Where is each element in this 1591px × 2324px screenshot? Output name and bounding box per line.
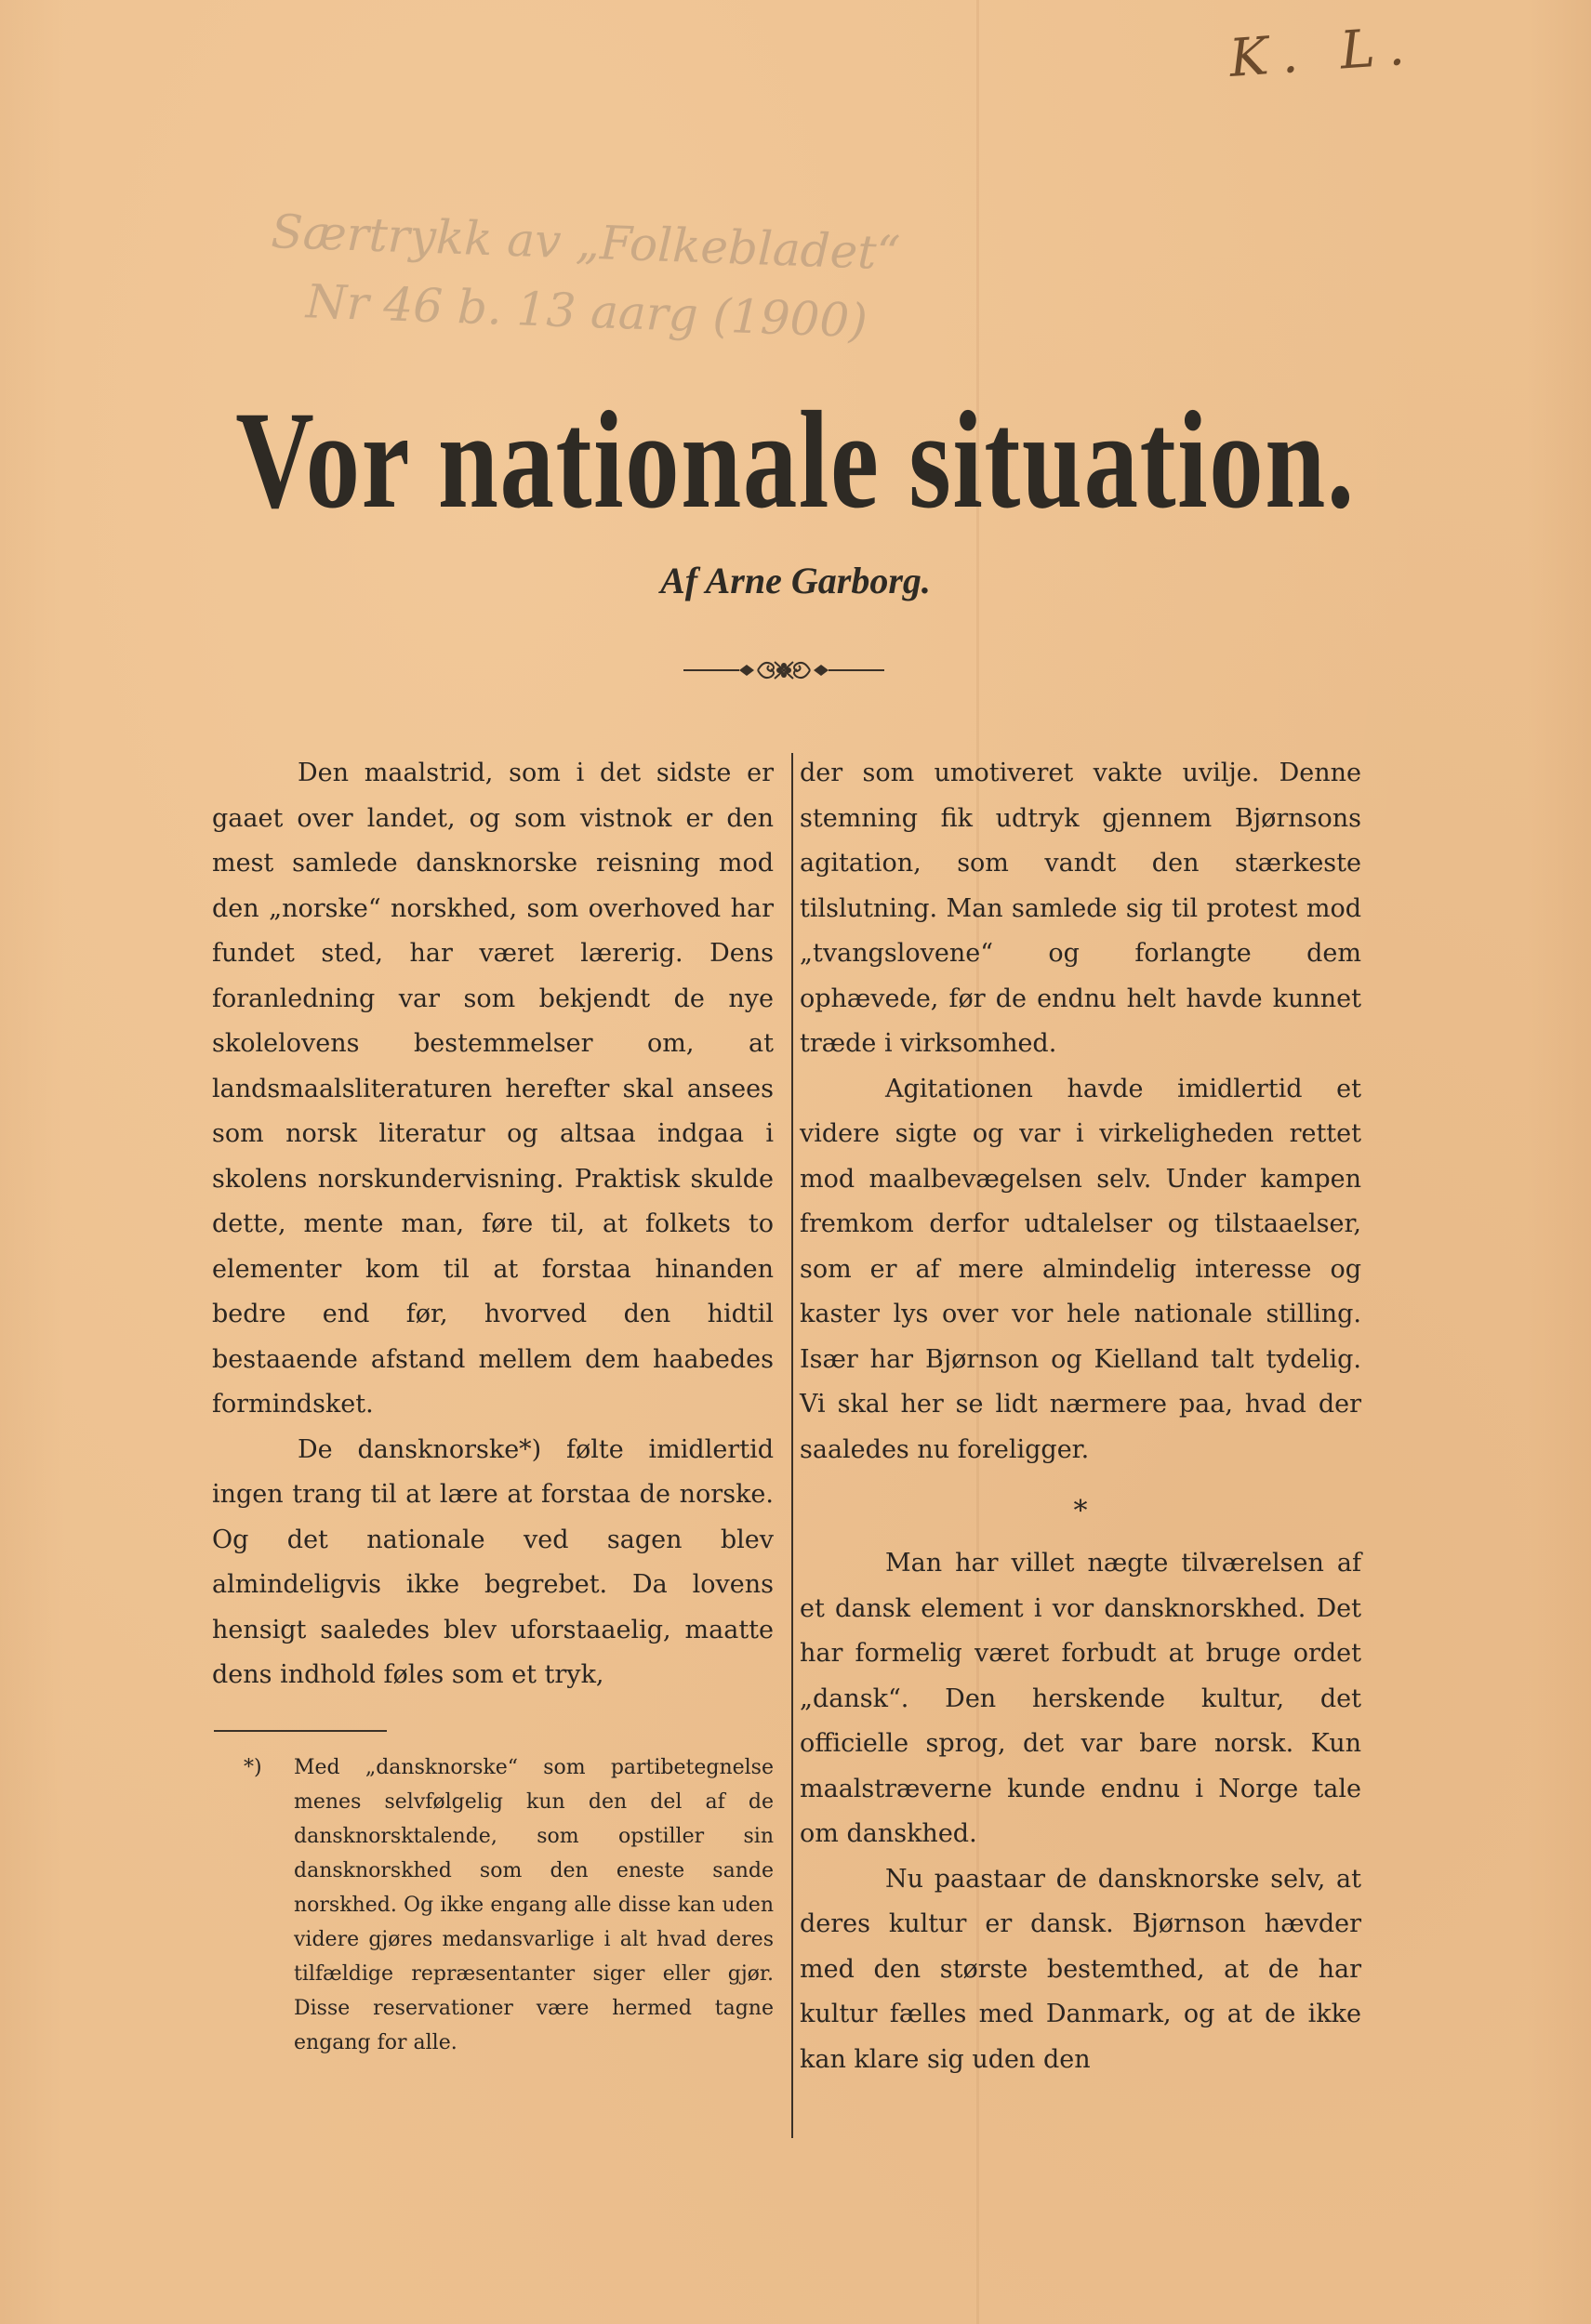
footnote-rule bbox=[214, 1730, 387, 1732]
pencil-annotation-line: Nr 46 b. 13 aarg (1900) bbox=[305, 274, 868, 349]
right-column bbox=[800, 751, 1361, 2082]
handwritten-initials: K. L. bbox=[1226, 16, 1420, 89]
pencil-annotation-line: Særtrykk av „Folkebladet“ bbox=[270, 204, 901, 281]
paragraph: Nu paastaar de dansknorske selv, at deres kultur er dansk. Bjørnson hævder med den største bestemthed, at de har kultur fælles med Danmark, og at de ikke kan klare sig uden den bbox=[800, 1864, 1361, 2074]
column-divider bbox=[791, 753, 793, 2138]
left-column bbox=[212, 751, 774, 2060]
ornament-divider-icon bbox=[683, 656, 884, 684]
footnote-marker: *) bbox=[244, 1755, 262, 1779]
section-break-asterisk: * bbox=[1073, 1495, 1088, 1527]
article-title: Vor nationale situation. bbox=[235, 383, 1356, 537]
footnote-text: Med „dansknorske“ som partibetegnelse menes selvfølgelig kun den del af de dansknorsktalende, som opstiller sin dansknorskhed som den eneste sande norskhed. Og ikke engang alle disse kan uden videre gjøres medansvarlige i alt hvad deres tilfældige repræsentanter siger eller gjør. Disse reservationer være hermed tagne engang for alle. bbox=[294, 1755, 774, 2054]
paragraph: Agitationen havde imidlertid et videre sigte og var i virkeligheden rettet mod maalbevægelsen selv. Under kampen fremkom derfor udtalelser og tilstaaelser, som er af mere almindelig interesse og kaster lys over vor hele nationale stilling. Især har Bjørnson og Kielland talt tydelig. Vi skal her se lidt nærmere paa, hvad der saaledes nu foreligger. bbox=[800, 1074, 1361, 1464]
article-byline: Af Arne Garborg. bbox=[660, 560, 931, 601]
footnote bbox=[212, 1750, 774, 2060]
paragraph: Den maalstrid, som i det sidste er gaaet over landet, og som vistnok er den mest samlede dansknorske reisning mod den „norske“ norskhed, som overhoved har fundet sted, har været lærerig. Dens foranledning var som bekjendt de nye skolelovens bestemmelser om, at landsmaalsliteraturen herefter skal ansees som norsk literatur og altsaa indgaa i skolens norskundervisning. Praktisk skulde dette, mente man, føre til, at folkets to elementer kom til at forstaa hinanden bedre end før, hvorved den hidtil bestaaende afstand mellem dem haabedes formindsket. bbox=[212, 759, 774, 1419]
pencil-annotation bbox=[268, 197, 1341, 372]
paragraph: Man har villet nægte tilværelsen af et dansk element i vor dansknorskhed. Det har formelig været forbudt at bruge ordet „dansk“. Den herskende kultur, det officielle sprog, det var bare norsk. Kun maalstræverne kunde endnu i Norge tale om danskhed. bbox=[800, 1549, 1361, 1848]
paragraph: De dansknorske*) følte imidlertid ingen trang til at lære at forstaa de norske. Og det nationale ved sagen blev almindeligvis ikke begrebet. Da lovens hensigt saaledes blev uforstaaelig, maatte dens indhold føles som et tryk, bbox=[212, 1434, 774, 1689]
paragraph: der som umotiveret vakte uvilje. Denne stemning fik udtryk gjennem Bjørnsons agitation, som vandt den stærkeste tilslutning. Man samlede sig til protest mod „tvangslovene“ og forlangte dem ophævede, før de endnu helt havde kunnet træde i virksomhed. bbox=[800, 759, 1361, 1058]
